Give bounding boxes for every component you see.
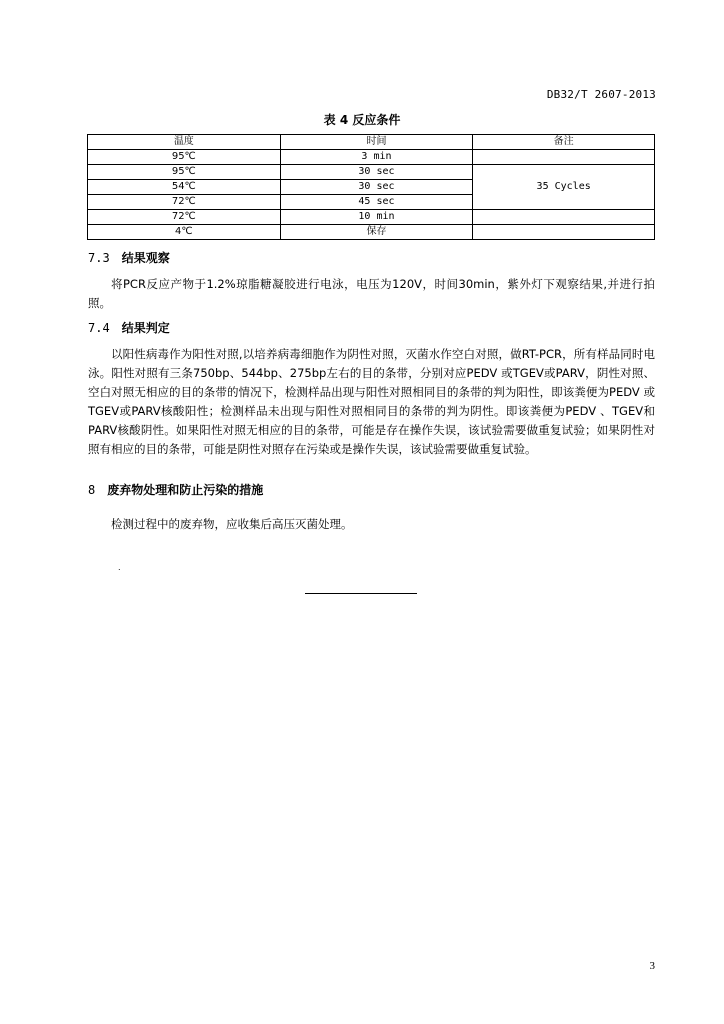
section-number: 7.4 <box>88 321 110 335</box>
time-cell: 3 min <box>280 150 473 165</box>
cycle-note-cell: 35 Cycles <box>473 165 655 210</box>
time-cell: 30 sec <box>280 180 473 195</box>
temperature-cell: 4℃ <box>88 225 281 240</box>
time-cell: 45 sec <box>280 195 473 210</box>
time-cell: 保存 <box>280 225 473 240</box>
column-header-time: 时间 <box>280 135 473 150</box>
table-row <box>88 225 655 240</box>
stray-dot: . <box>118 563 121 572</box>
temperature-cell: 95℃ <box>88 150 281 165</box>
section-number: 7.3 <box>88 251 110 265</box>
standard-code: DB32/T 2607-2013 <box>546 88 656 101</box>
temperature-cell: 72℃ <box>88 210 281 225</box>
note-cell <box>473 150 655 165</box>
section-heading-7-4 <box>88 319 170 336</box>
temperature-cell: 54℃ <box>88 180 281 195</box>
section-heading-7-3 <box>88 249 170 266</box>
section-title: 结果判定 <box>121 321 170 335</box>
table-caption: 表 4 反应条件 <box>323 113 401 127</box>
note-cell <box>473 210 655 225</box>
table-row <box>88 210 655 225</box>
section-paragraph-8: 检测过程中的废弃物，应收集后高压灭菌处理。 <box>111 517 353 531</box>
table-header-row <box>88 135 655 150</box>
reaction-conditions-table <box>87 134 655 240</box>
column-header-note: 备注 <box>473 135 655 150</box>
note-cell <box>473 225 655 240</box>
time-cell: 30 sec <box>280 165 473 180</box>
temperature-cell: 95℃ <box>88 165 281 180</box>
table-row <box>88 165 655 180</box>
end-of-text-rule <box>305 593 417 594</box>
table-row <box>88 150 655 165</box>
section-heading-8 <box>88 481 263 498</box>
section-number: 8 <box>88 483 96 497</box>
section-paragraph-7-4: 以阳性病毒作为阳性对照,以培养病毒细胞作为阴性对照，灭菌水作空白对照，做RT-PCR，所有样品同时电泳。阳性对照有三条750bp、544bp、275bp左右的目的条带，分别对应PEDV 或TGEV或PARV，阴性对照、空白对照无相应的目的条带的情况下，检测样品出现与阳性对照相同目的条带的判为阳性，即该粪便为PEDV 或TGEV或PARV核酸阳性；检测样品未出现与阳性对照相同目的条带的判为阴性。即该粪便为PEDV 、TGEV和PARV核酸阴性。如果阳性对照无相应的目的条带，可能是存在操作失误，该试验需要做重复试验；如果阴性对照有相应的目的条带，可能是阴性对照存在污染或是操作失误，该试验需要做重复试验。 <box>88 347 655 456</box>
section-title: 结果观察 <box>121 251 170 265</box>
time-cell: 10 min <box>280 210 473 225</box>
section-paragraph-7-3: 将PCR反应产物于1.2%琼脂糖凝胶进行电泳，电压为120V，时间30min，紫外灯下观察结果,并进行拍照。 <box>88 277 655 310</box>
temperature-cell: 72℃ <box>88 195 281 210</box>
page-number: 3 <box>649 960 655 972</box>
column-header-temperature: 温度 <box>88 135 281 150</box>
section-title: 废弃物处理和防止污染的措施 <box>107 483 264 497</box>
